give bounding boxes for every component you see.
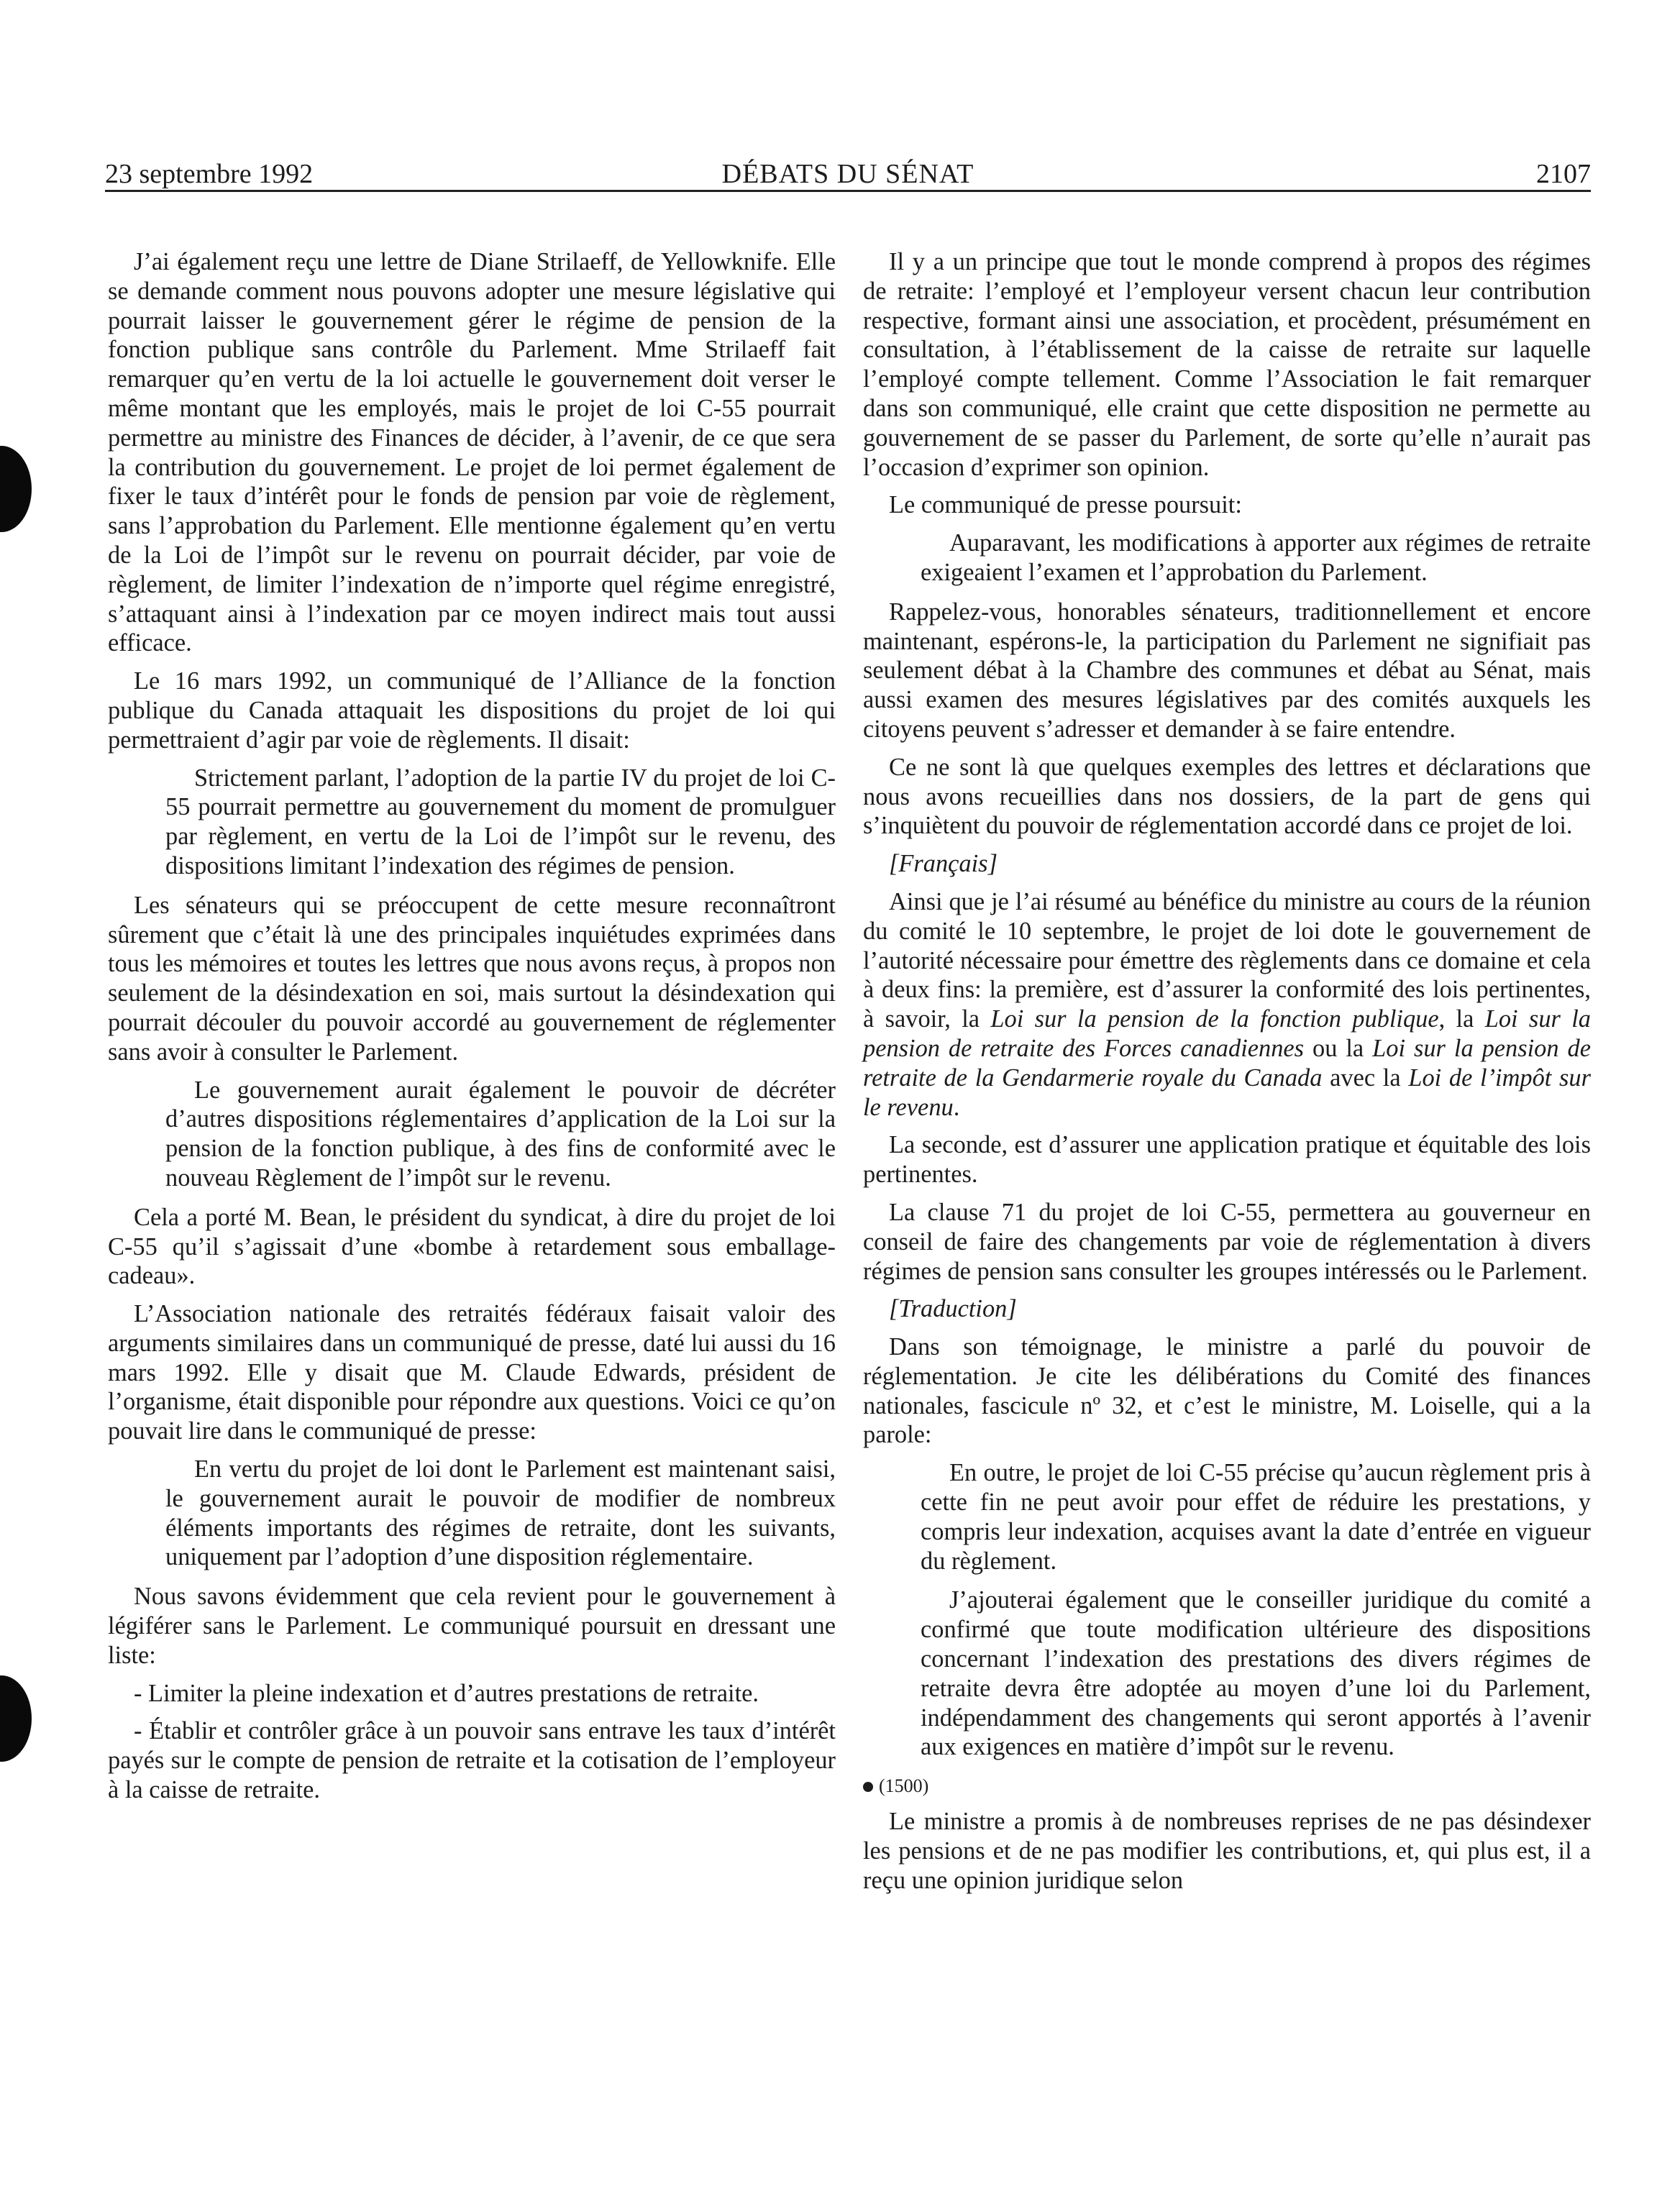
text-run: Ainsi que je l’ai résumé au bénéfice du ministre au cours de la réunion du comité le 10 septembre, le projet de loi dote le gouvernement de l’autorité nécessaire pour émettre des règlements dans ce domaine et cela à deux fins: la première, est d’assurer la conformité des lois pertinentes, à savoir, la bbox=[863, 887, 1591, 1033]
block-quote: Le gouvernement aurait également le pouvoir de décréter d’autres dispositions réglementaires d’application de la Loi sur la pension de la fonction publique, à des fins de conformité avec le nouveau Règlement de l’impôt sur le revenu. bbox=[165, 1076, 836, 1192]
paragraph: La clause 71 du projet de loi C-55, permettera au gouverneur en conseil de faire des changements par voie de réglementation à divers régimes de pension sans consulter les groupes intéressés ou le Parlement. bbox=[863, 1198, 1591, 1285]
text-run: . bbox=[953, 1093, 960, 1121]
block-quote: J’ajouterai également que le conseiller juridique du comité a confirmé que toute modification ultérieure des dispositions concernant l’indexation des prestations des divers régimes de retraite devra être adoptée au moyen d’une loi du Parlement, indépendamment des changements qui seront apportés à l’avenir aux exigences en matière d’impôt sur le revenu. bbox=[921, 1586, 1591, 1761]
paragraph: L’Association nationale des retraités fédéraux faisait valoir des arguments similaires dans un communiqué de presse, daté lui aussi du 16 mars 1992. Elle y disait que M. Claude Edwards, président de l’organisme, était disponible pour répondre aux questions. Voici ce qu’on pouvait lire dans le communiqué de presse: bbox=[108, 1300, 836, 1445]
text-run: ou la bbox=[1304, 1034, 1373, 1062]
punch-hole-top bbox=[0, 446, 32, 532]
paragraph bbox=[863, 887, 1591, 1122]
time-marker-label: (1500) bbox=[879, 1775, 929, 1797]
header-date: 23 septembre 1992 bbox=[105, 159, 314, 189]
page-number: 2107 bbox=[1536, 159, 1591, 189]
paragraph: J’ai également reçu une lettre de Diane Strilaeff, de Yellowknife. Elle se demande comment nous pouvons adopter une mesure législative qui pourrait laisser le gouvernement gérer le régime de pension de la fonction publique sans contrôle du Parlement. Mme Strilaeff fait remarquer qu’en vertu de la loi actuelle le gouvernement doit verser le même montant que les employés, mais le projet de loi C-55 pourrait permettre au ministre des Finances de décider, à l’avenir, de ce que sera la contribution du gouvernement. Le projet de loi permet également de fixer le taux d’intérêt pour le fonds de pension par voie de règlement, sans l’approbation du Parlement. Elle mentionne également qu’en vertu de la Loi de l’impôt sur le revenu on pourrait décider, par voie de règlement, de limiter l’indexation de n’importe quel régime enregistré, s’attaquant ainsi à l’indexation par ce moyen indirect mais tout aussi efficace. bbox=[108, 248, 836, 657]
text-run: avec la bbox=[1322, 1064, 1409, 1092]
block-quote: Strictement parlant, l’adoption de la partie IV du projet de loi C-55 pourrait permettre au gouvernement du moment de promulguer par règlement, en vertu de la Loi de l’impôt sur le revenu, des dispositions limitant l’indexation des régimes de pension. bbox=[165, 764, 836, 879]
law-title: Loi sur la pension de retraite des Forces canadiennes bbox=[863, 1005, 1591, 1062]
paragraph: Il y a un principe que tout le monde comprend à propos des régimes de retraite: l’employé et l’employeur versent chacun leur contribution respective, formant ainsi une association, et procèdent, présumément en consultation, à l’établissement de la caisse de retraite sur laquelle l’employé compte tellement. Comme l’Association le fait remarquer dans son communiqué, elle craint que cette disposition ne permette au gouvernement de se passer du Parlement, de sorte qu’elle n’aurait pas l’occasion d’exprimer son opinion. bbox=[863, 248, 1591, 481]
block-quote: Auparavant, les modifications à apporter aux régimes de retraite exigeaient l’examen et l’approbation du Parlement. bbox=[921, 529, 1591, 586]
left-column bbox=[108, 247, 836, 1814]
paragraph: Ce ne sont là que quelques exemples des lettres et déclarations que nous avons recueillies dans nos dossiers, de la part de gens qui s’inquiètent du pouvoir de réglementation accordé dans ce projet de loi. bbox=[863, 753, 1591, 840]
paragraph: Le ministre a promis à de nombreuses reprises de ne pas désindexer les pensions et de ne pas modifier les contributions, et, qui plus est, il a reçu une opinion juridique selon bbox=[863, 1808, 1591, 1894]
paragraph: Nous savons évidemment que cela revient pour le gouvernement à légiférer sans le Parlement. Le communiqué poursuit en dressant une liste: bbox=[108, 1583, 836, 1669]
text-run: , la bbox=[1438, 1005, 1485, 1033]
list-item: - Établir et contrôler grâce à un pouvoir sans entrave les taux d’intérêt payés sur le compte de pension de retraite et la cotisation de l’employeur à la caisse de retraite. bbox=[108, 1717, 836, 1804]
law-title: Loi de l’impôt sur le revenu bbox=[863, 1064, 1592, 1121]
block-quote: En outre, le projet de loi C-55 précise qu’aucun règlement pris à cette fin ne peut avoir pour effet de réduire les prestations, y compris leur indexation, acquises avant la date d’entrée en vigueur du règlement. bbox=[921, 1459, 1591, 1575]
bullet-icon bbox=[863, 1782, 873, 1792]
list-item: - Limiter la pleine indexation et d’autres prestations de retraite. bbox=[134, 1679, 759, 1707]
header-title: DÉBATS DU SÉNAT bbox=[721, 159, 974, 189]
page-header bbox=[105, 152, 1591, 192]
block-quote: En vertu du projet de loi dont le Parlement est maintenant saisi, le gouvernement aurait le pouvoir de modifier de nombreux éléments importants des régimes de retraite, dont les suivants, uniquement par l’adoption d’une disposition réglementaire. bbox=[165, 1455, 836, 1571]
law-title: Loi sur la pension de la fonction publique bbox=[990, 1005, 1439, 1033]
paragraph: Cela a porté M. Bean, le président du syndicat, à dire du projet de loi C-55 qu’il s’agissait d’une «bombe à retardement sous emballage- cadeau». bbox=[108, 1203, 836, 1290]
punch-hole-bottom bbox=[0, 1675, 32, 1762]
paragraph: Le communiqué de presse poursuit: bbox=[889, 491, 1242, 519]
time-marker bbox=[863, 1772, 1591, 1801]
section-label-traduction: [Traduction] bbox=[889, 1295, 1017, 1323]
paragraph: La seconde, est d’assurer une application pratique et équitable des lois pertinentes. bbox=[863, 1131, 1591, 1189]
paragraph: Dans son témoignage, le ministre a parlé du pouvoir de réglementation. Je cite les délibérations du Comité des finances nationales, fascicule nº 32, et c’est le ministre, M. Loiselle, qui a la parole: bbox=[863, 1333, 1591, 1449]
right-column bbox=[863, 247, 1591, 1903]
paragraph: Les sénateurs qui se préoccupent de cette mesure reconnaîtront sûrement que c’était là une des principales inquiétudes exprimées dans tous les mémoires et toutes les lettres que nous avons reçus, à propos non seulement de la désindexation en soi, mais surtout la désindexation qui pourrait découler du pouvoir accordé au gouvernement de réglementer sans avoir à consulter le Parlement. bbox=[108, 891, 836, 1066]
paragraph: Rappelez-vous, honorables sénateurs, traditionnellement et encore maintenant, espérons-le, la participation du Parlement ne signifiait pas seulement débat à la Chambre des communes et débat au Sénat, mais aussi examen des mesures législatives par des comités auxquels les citoyens peuvent s’adresser et demander à se faire entendre. bbox=[863, 598, 1591, 743]
paragraph: Le 16 mars 1992, un communiqué de l’Alliance de la fonction publique du Canada attaquait les dispositions du projet de loi qui permettraient d’agir par voie de règlements. Il disait: bbox=[108, 667, 836, 754]
section-label-francais: [Français] bbox=[889, 850, 998, 878]
law-title: Loi sur la pension de retraite de la Gendarmerie royale du Canada bbox=[863, 1034, 1591, 1092]
